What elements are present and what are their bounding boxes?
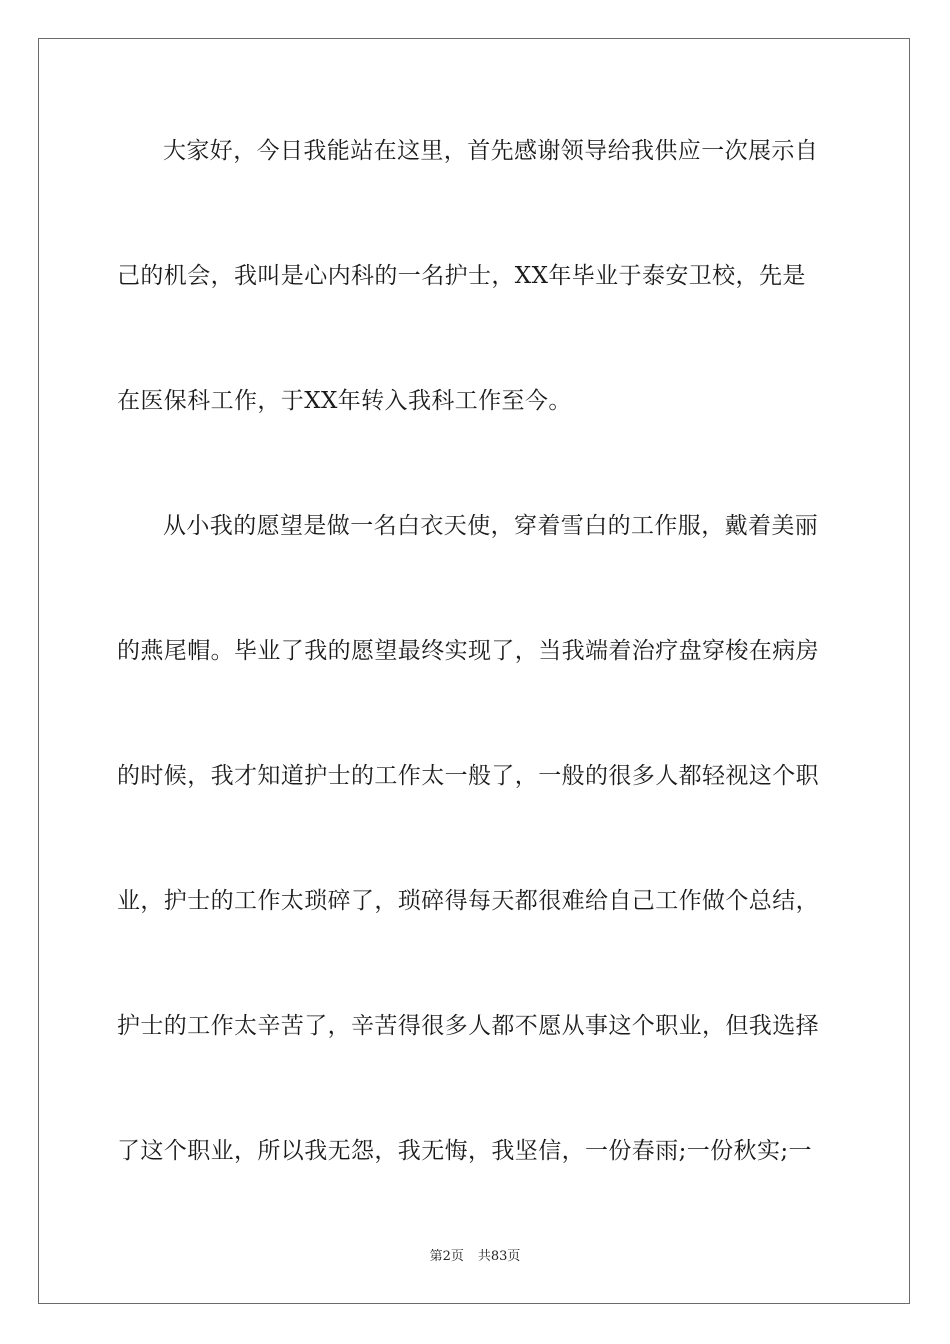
page-border [38, 38, 910, 1304]
paragraph-1-line-1: 大家好，今日我能站在这里，首先感谢领导给我供应一次展示自 [163, 138, 819, 164]
paragraph-1-line-3: 在医保科工作，于XX年转入我科工作至今。 [117, 388, 572, 414]
paragraph-2-line-1: 从小我的愿望是做一名白衣天使，穿着雪白的工作服，戴着美丽 [163, 513, 819, 539]
paragraph-2-line-5: 护士的工作太辛苦了，辛苦得很多人都不愿从事这个职业，但我选择 [117, 1013, 819, 1039]
paragraph-2-line-3: 的时候，我才知道护士的工作太一般了，一般的很多人都轻视这个职 [117, 763, 819, 789]
page-total: 共83页 [477, 1249, 521, 1264]
page-number: 第2页 [429, 1249, 464, 1264]
paragraph-2-line-2: 的燕尾帽。毕业了我的愿望最终实现了，当我端着治疗盘穿梭在病房 [117, 638, 819, 664]
paragraph-1-line-2: 己的机会，我叫是心内科的一名护士，XX年毕业于泰安卫校，先是 [117, 263, 806, 289]
paragraph-2-line-6: 了这个职业，所以我无怨，我无悔，我坚信，一份春雨;一份秋实;一 [117, 1138, 812, 1164]
page-footer [0, 1248, 950, 1266]
paragraph-2-line-4: 业，护士的工作太琐碎了，琐碎得每天都很难给自己工作做个总结， [117, 888, 819, 914]
